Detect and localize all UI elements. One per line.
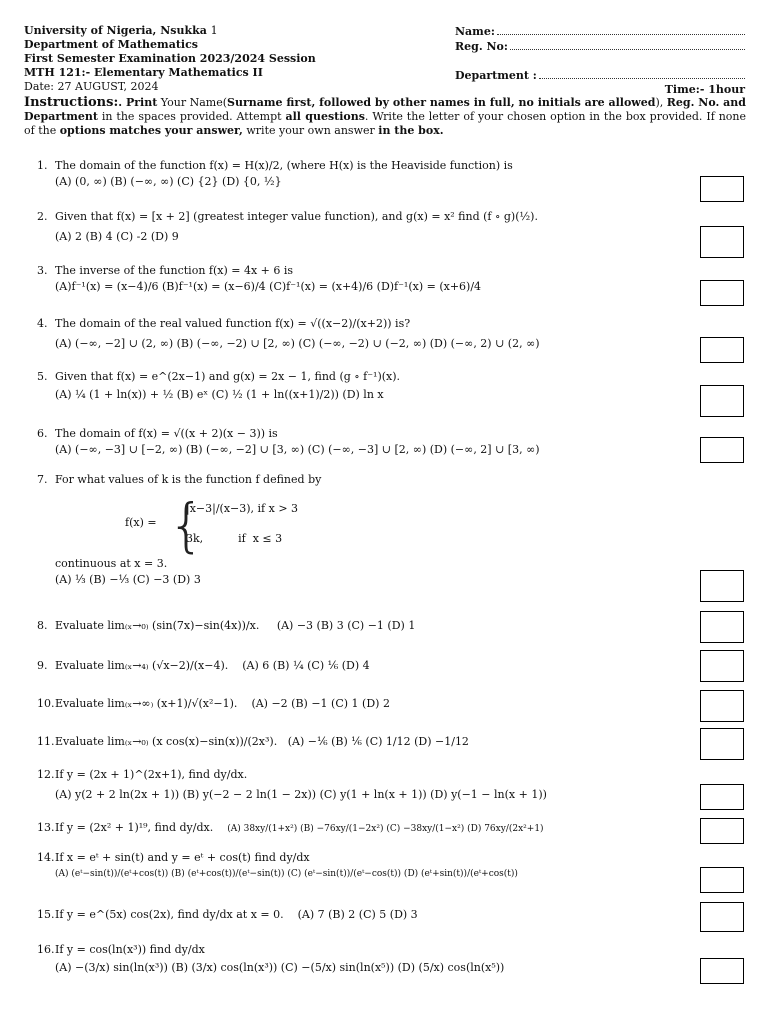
- answer-box-7[interactable]: [700, 570, 744, 602]
- reg-label: Reg. No:: [455, 40, 508, 53]
- answer-box-5[interactable]: [700, 385, 744, 417]
- answer-box-14[interactable]: [700, 867, 744, 893]
- header-info: [24, 24, 316, 94]
- university-name: University of Nigeria, Nsukka: [24, 24, 207, 37]
- question-11: 11.Evaluate lim₍ₓ→₀₎ (x cos(x)−sin(x))/(2x³). (A) −⅙ (B) ⅙ (C) 1/12 (D) −1/12: [37, 735, 469, 748]
- name-label: Name:: [455, 25, 495, 38]
- time-allowed: Time:- 1hour: [664, 83, 745, 96]
- answer-box-2[interactable]: [700, 226, 744, 258]
- answer-box-9[interactable]: [700, 650, 744, 682]
- question-12: 12.If y = (2x + 1)^(2x+1), find dy/dx. (A) y(2 + 2 ln(2x + 1)) (B) y(−2 − 2 ln(1 − 2x)) (C) y(1 + ln(x + 1)) (D) y(−1 − ln(x + 1)): [37, 768, 547, 801]
- exam-date: Date: 27 AUGUST, 2024: [24, 80, 159, 93]
- reg-field[interactable]: [510, 39, 745, 50]
- page-number: 1: [210, 24, 218, 37]
- answer-box-15[interactable]: [700, 902, 744, 932]
- question-1: 1. The domain of the function f(x) = H(x)/2, (where H(x) is the Heaviside function) is (A) (0, ∞) (B) (−∞, ∞) (C) {2} (D) {0, ½}: [37, 159, 513, 188]
- answer-box-13[interactable]: [700, 818, 744, 844]
- department-name: Department of Mathematics: [24, 38, 198, 51]
- answer-box-3[interactable]: [700, 280, 744, 306]
- exam-title: First Semester Examination 2023/2024 Session: [24, 52, 316, 65]
- question-5: 5. Given that f(x) = e^(2x−1) and g(x) = 2x − 1, find (g ∘ f⁻¹)(x). (A) ¼ (1 + ln(x)) + ½ (B) eˣ (C) ½ (1 + ln((x+1)/2)) (D) ln x: [37, 370, 401, 401]
- question-7-tail: continuous at x = 3. (A) ⅓ (B) −⅓ (C) −3 (D) 3: [55, 557, 201, 586]
- question-13: 13.If y = (2x² + 1)¹⁹, find dy/dx. (A) 38xy/(1+x²) (B) −76xy/(1−2x²) (C) −38xy/(1−x²) (D) 76xy/(2x²+1): [37, 821, 544, 834]
- question-2: 2. Given that f(x) = [x + 2] (greatest integer value function), and g(x) = x² find (f ∘ g)(½). (A) 2 (B) 4 (C) -2 (D) 9: [37, 210, 538, 243]
- student-fields: [455, 24, 745, 97]
- question-4: 4. The domain of the real valued function f(x) = √((x−2)/(x+2)) is? (A) (−∞, −2] ∪ (2, ∞) (B) (−∞, −2) ∪ [2, ∞) (C) (−∞, −2) ∪ (−2, ∞) (D) (−∞, 2) ∪ (2, ∞): [37, 317, 540, 350]
- department-label: Department :: [455, 69, 537, 82]
- name-field[interactable]: [497, 24, 745, 35]
- instructions: Instructions:. Print Your Name(Surname first, followed by other names in full, no initials are allowed), Reg. No. and Department in the spaces provided. Attempt all questions. Write the letter of your chosen option in the box provided. If none of the options matches your answer, write your own answer in the box.: [24, 95, 746, 137]
- question-7: 7. For what values of k is the function f defined by: [37, 473, 322, 486]
- question-15: 15.If y = e^(5x) cos(2x), find dy/dx at x = 0. (A) 7 (B) 2 (C) 5 (D) 3: [37, 908, 418, 921]
- piecewise-brace: {: [168, 491, 205, 559]
- question-14: 14.If x = eᵗ + sin(t) and y = eᵗ + cos(t) find dy/dx (A) (eᵗ−sin(t))/(eᵗ+cos(t)) (B) (eᵗ+cos(t))/(eᵗ−sin(t)) (C) (eᵗ−sin(t))/(eᵗ−cos(t)) (D) (eᵗ+sin(t))/(eᵗ+cos(t)): [37, 851, 518, 879]
- question-9: 9. Evaluate lim₍ₓ→₄₎ (√x−2)/(x−4). (A) 6 (B) ¼ (C) ⅙ (D) 4: [37, 659, 370, 672]
- question-16: 16.If y = cos(ln(x³)) find dy/dx (A) −(3/x) sin(ln(x³)) (B) (3/x) cos(ln(x³)) (C) −(5/x) sin(ln(x⁵)) (D) (5/x) cos(ln(x⁵)): [37, 943, 505, 974]
- question-8: 8. Evaluate lim₍ₓ→₀₎ (sin(7x)−sin(4x))/x. (A) −3 (B) 3 (C) −1 (D) 1: [37, 619, 416, 632]
- answer-box-11[interactable]: [700, 728, 744, 760]
- answer-box-10[interactable]: [700, 690, 744, 722]
- answer-box-12[interactable]: [700, 784, 744, 810]
- department-field[interactable]: [539, 68, 745, 79]
- piecewise-case-2: 3k, if x ≤ 3: [186, 532, 283, 545]
- piecewise-case-1: |x−3|/(x−3), if x > 3: [186, 502, 299, 515]
- question-6: 6. The domain of f(x) = √((x + 2)(x − 3)) is (A) (−∞, −3] ∪ [−2, ∞) (B) (−∞, −2] ∪ [3, ∞) (C) (−∞, −3] ∪ [2, ∞) (D) (−∞, 2] ∪ [3, ∞): [37, 427, 540, 456]
- piecewise-lhs: f(x) =: [125, 516, 157, 529]
- answer-box-16[interactable]: [700, 958, 744, 984]
- answer-box-1[interactable]: [700, 176, 744, 202]
- answer-box-6[interactable]: [700, 437, 744, 463]
- answer-box-8[interactable]: [700, 611, 744, 643]
- instructions-title: Instructions:: [24, 95, 119, 110]
- course-title: MTH 121:- Elementary Mathematics II: [24, 66, 263, 79]
- question-3: 3. The inverse of the function f(x) = 4x + 6 is (A)f⁻¹(x) = (x−4)/6 (B)f⁻¹(x) = (x−6)/4 (C)f⁻¹(x) = (x+4)/6 (D)f⁻¹(x) = (x+6)/4: [37, 264, 482, 293]
- answer-box-4[interactable]: [700, 337, 744, 363]
- question-10: 10.Evaluate lim₍ₓ→∞₎ (x+1)/√(x²−1). (A) −2 (B) −1 (C) 1 (D) 2: [37, 697, 390, 710]
